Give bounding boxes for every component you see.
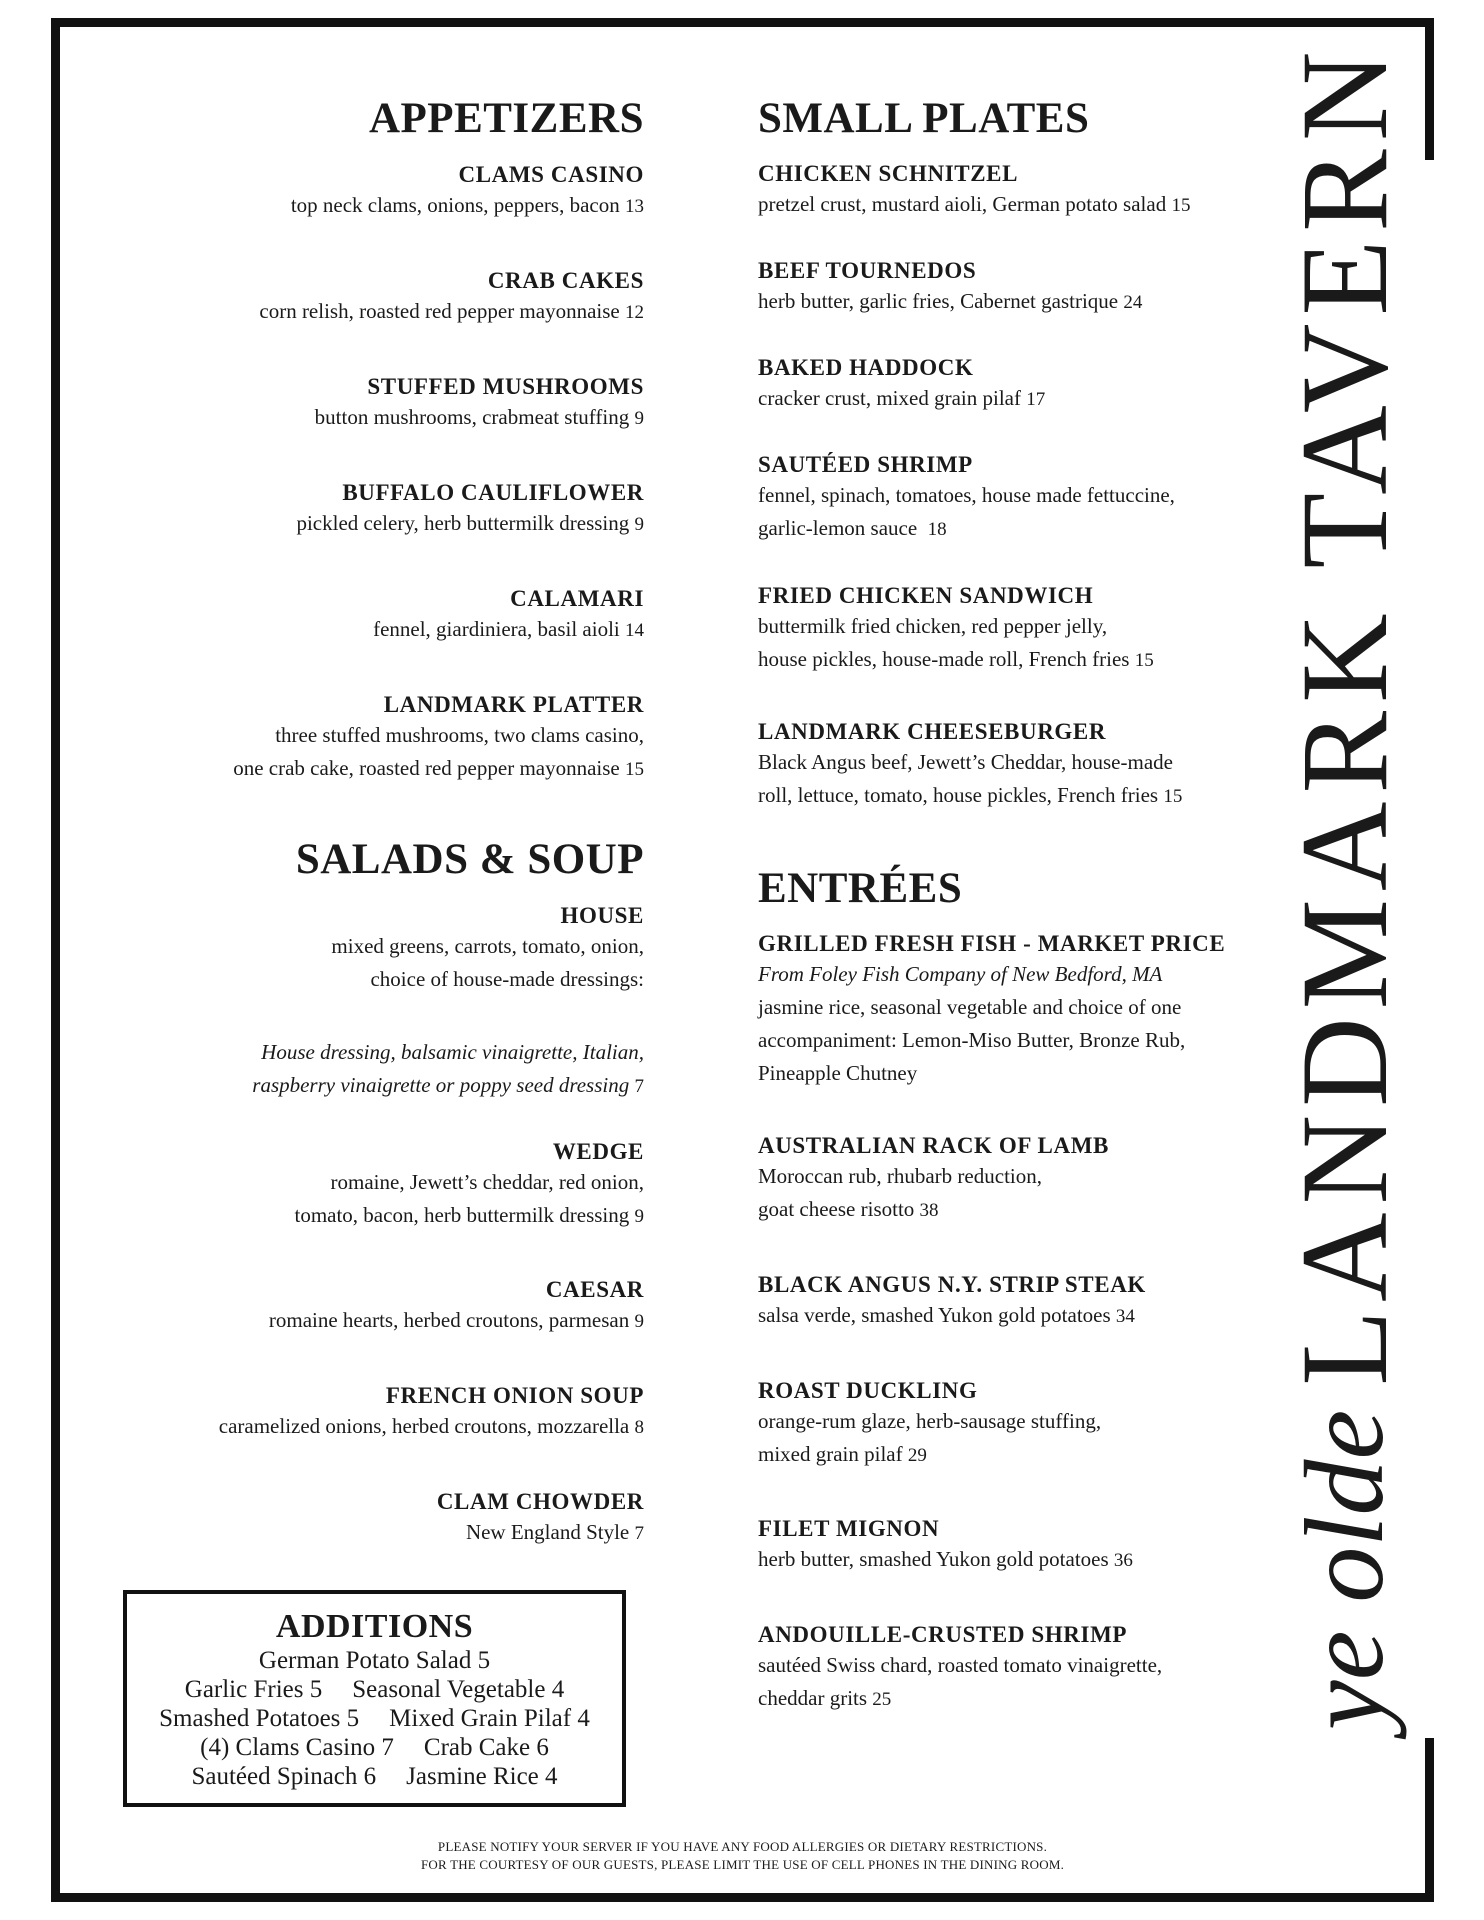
menu-item	[758, 1515, 1318, 1577]
item-price: 36	[1113, 1550, 1133, 1571]
appetizers-heading: APPETIZERS	[368, 95, 644, 142]
desc-line: cracker crust, mixed grain pilaf	[758, 386, 1021, 410]
item-price: 9	[634, 1206, 644, 1227]
menu-item	[758, 451, 1318, 546]
item-price: 9	[634, 408, 644, 429]
item-price: 15	[1171, 195, 1191, 216]
small-plates-section	[758, 95, 1318, 815]
item-description: Black Angus beef, Jewett’s Cheddar, house-made	[758, 750, 1173, 774]
item-name: LANDMARK PLATTER	[383, 692, 644, 717]
desc-line: goat cheese risotto	[758, 1197, 915, 1221]
footer-line: PLEASE NOTIFY YOUR SERVER IF YOU HAVE ANY FOOD ALLERGIES OR DIETARY RESTRICTIONS.	[437, 1839, 1048, 1854]
menu-item	[130, 1382, 644, 1444]
desc-line: one crab cake, roasted red pepper mayonnaise	[233, 756, 620, 780]
item-price: 12	[625, 302, 644, 323]
menu-item	[758, 718, 1318, 813]
addition-item: Smashed Potatoes 5	[159, 1705, 360, 1732]
item-name: BEEF TOURNEDOS	[758, 258, 977, 283]
additions-line	[127, 1762, 622, 1791]
desc-line: fennel, giardiniera, basil aioli	[373, 617, 620, 641]
item-description	[130, 1304, 644, 1338]
desc-line: salsa verde, smashed Yukon gold potatoes	[758, 1303, 1111, 1327]
brand-name: LANDMARK TAVERN	[1276, 43, 1413, 1386]
small-plates-heading: SMALL PLATES	[758, 95, 1090, 142]
addition-item: Seasonal Vegetable 4	[352, 1676, 565, 1703]
menu-item	[758, 1621, 1318, 1716]
item-price: 8	[634, 1417, 644, 1438]
addition-item: (4) Clams Casino 7	[200, 1734, 394, 1761]
item-description	[130, 1516, 644, 1550]
item-description: three stuffed mushrooms, two clams casino,	[275, 723, 644, 747]
menu-item	[130, 161, 644, 223]
menu-item	[130, 373, 644, 435]
item-description	[758, 1438, 1318, 1472]
item-description	[758, 1299, 1318, 1333]
footer-line: FOR THE COURTESY OF OUR GUESTS, PLEASE LIMIT THE USE OF CELL PHONES IN THE DINING ROOM.	[420, 1857, 1065, 1872]
appetizers-section	[130, 95, 644, 795]
item-description: romaine, Jewett’s cheddar, red onion,	[330, 1170, 644, 1194]
brand-script-text: ye olde	[1283, 1409, 1407, 1730]
item-name: BLACK ANGUS N.Y. STRIP STEAK	[758, 1272, 1146, 1297]
item-name: FILET MIGNON	[758, 1516, 940, 1541]
item-description	[130, 401, 644, 435]
item-description	[758, 643, 1318, 677]
item-name: FRENCH ONION SOUP	[385, 1383, 644, 1408]
item-description	[130, 189, 644, 223]
item-description	[758, 779, 1318, 813]
desc-line: herb butter, garlic fries, Cabernet gastrique	[758, 289, 1119, 313]
addition-item: Mixed Grain Pilaf 4	[389, 1705, 590, 1732]
item-price: 15	[1163, 786, 1183, 807]
additions-box	[123, 1590, 626, 1807]
item-description: jasmine rice, seasonal vegetable and choice of one	[758, 995, 1182, 1019]
dressing-note: House dressing, balsamic vinaigrette, Italian,	[261, 1040, 644, 1064]
item-source: From Foley Fish Company of New Bedford, MA	[758, 962, 1163, 986]
item-price: 7	[634, 1076, 644, 1097]
item-description	[758, 1682, 1318, 1716]
item-price: 15	[1134, 650, 1154, 671]
item-description	[130, 752, 644, 786]
brand-logo	[1270, 43, 1420, 1730]
addition-item: Jasmine Rice 4	[406, 1763, 558, 1790]
menu-item	[758, 354, 1318, 416]
item-description	[130, 507, 644, 541]
item-price: 38	[919, 1200, 939, 1221]
addition-item: Garlic Fries 5	[184, 1676, 323, 1703]
item-price: 24	[1123, 292, 1143, 313]
item-description	[130, 613, 644, 647]
item-name: CAESAR	[545, 1277, 644, 1302]
item-description: sautéed Swiss chard, roasted tomato vinaigrette,	[758, 1653, 1163, 1677]
frame-border-right-top	[1425, 18, 1434, 160]
menu-item	[758, 1271, 1318, 1333]
item-price: 9	[634, 514, 644, 535]
desc-line: top neck clams, onions, peppers, bacon	[290, 193, 620, 217]
menu-item	[758, 1377, 1318, 1472]
footer-notice	[60, 1838, 1425, 1874]
menu-item	[758, 582, 1318, 677]
desc-line: mixed grain pilaf	[758, 1442, 903, 1466]
dressing-note	[130, 1069, 644, 1103]
item-description: accompaniment: Lemon-Miso Butter, Bronze Rub,	[758, 1028, 1186, 1052]
menu-item	[130, 1276, 644, 1338]
item-name: LANDMARK CHEESEBURGER	[758, 719, 1107, 744]
desc-line: New England Style	[465, 1520, 630, 1544]
item-description	[130, 1199, 644, 1233]
menu-item	[758, 160, 1318, 222]
item-description	[758, 285, 1318, 319]
item-description	[758, 1543, 1318, 1577]
desc-line: pretzel crust, mustard aioli, German potato salad	[758, 192, 1167, 216]
item-description: orange-rum glaze, herb-sausage stuffing,	[758, 1409, 1102, 1433]
menu-item	[130, 1138, 644, 1233]
frame-border-bottom	[51, 1893, 1434, 1902]
item-description: Moroccan rub, rhubarb reduction,	[758, 1164, 1042, 1188]
item-price: 29	[907, 1445, 927, 1466]
item-name: BAKED HADDOCK	[758, 355, 974, 380]
item-name: BUFFALO CAULIFLOWER	[342, 480, 644, 505]
item-price: 25	[872, 1689, 892, 1710]
item-name: ROAST DUCKLING	[758, 1378, 978, 1403]
desc-line: herb butter, smashed Yukon gold potatoes	[758, 1547, 1109, 1571]
item-name: CRAB CAKES	[487, 268, 644, 293]
desc-line: garlic-lemon sauce	[758, 516, 918, 540]
menu-item	[758, 1132, 1318, 1227]
desc-line: roll, lettuce, tomato, house pickles, French fries	[758, 783, 1159, 807]
salads-heading: SALADS & SOUP	[295, 836, 644, 883]
item-name: HOUSE	[560, 903, 644, 928]
entrees-heading: ENTRÉES	[758, 865, 963, 912]
item-description	[758, 382, 1318, 416]
item-price: 18	[927, 519, 947, 540]
menu-item	[758, 257, 1318, 319]
additions-heading: ADDITIONS	[275, 1608, 474, 1645]
item-name: WEDGE	[552, 1139, 644, 1164]
menu-item	[130, 267, 644, 329]
item-price: 13	[625, 196, 644, 217]
item-description: buttermilk fried chicken, red pepper jelly,	[758, 614, 1108, 638]
item-description	[758, 1193, 1318, 1227]
item-price: 14	[625, 620, 644, 641]
menu-item	[130, 1488, 644, 1550]
item-name: CLAM CHOWDER	[436, 1489, 644, 1514]
item-description	[758, 188, 1318, 222]
item-name: AUSTRALIAN RACK OF LAMB	[758, 1133, 1109, 1158]
addition-item: German Potato Salad 5	[258, 1647, 491, 1674]
item-name: GRILLED FRESH FISH - MARKET PRICE	[758, 931, 1226, 956]
menu-item	[130, 479, 644, 541]
menu-item	[130, 691, 644, 786]
addition-item: Sautéed Spinach 6	[191, 1763, 377, 1790]
additions-line	[127, 1733, 622, 1762]
entrees-section	[758, 865, 1318, 1745]
item-name: SAUTÉED SHRIMP	[758, 452, 973, 477]
item-price: 34	[1115, 1306, 1135, 1327]
item-name: ANDOUILLE-CRUSTED SHRIMP	[758, 1622, 1128, 1647]
frame-border-top	[51, 18, 1434, 27]
salads-section	[130, 836, 644, 1556]
desc-line: caramelized onions, herbed croutons, mozzarella	[218, 1414, 630, 1438]
menu-item	[130, 585, 644, 647]
item-price: 7	[634, 1523, 644, 1544]
desc-line: cheddar grits	[758, 1686, 868, 1710]
item-price: 17	[1026, 389, 1046, 410]
item-name: CLAMS CASINO	[458, 162, 644, 187]
desc-line: romaine hearts, herbed croutons, parmesan	[268, 1308, 630, 1332]
item-name: FRIED CHICKEN SANDWICH	[758, 583, 1094, 608]
frame-border-right-bottom	[1425, 1738, 1434, 1902]
additions-line	[127, 1704, 622, 1733]
desc-line: raspberry vinaigrette or poppy seed dressing	[252, 1073, 630, 1097]
item-description	[758, 512, 1318, 546]
menu-item	[130, 902, 644, 1103]
item-name: CHICKEN SCHNITZEL	[758, 161, 1019, 186]
desc-line: house pickles, house-made roll, French fries	[758, 647, 1130, 671]
item-description	[130, 295, 644, 329]
desc-line: button mushrooms, crabmeat stuffing	[314, 405, 630, 429]
desc-line: tomato, bacon, herb buttermilk dressing	[294, 1203, 630, 1227]
item-description: choice of house-made dressings:	[370, 967, 644, 991]
item-name: CALAMARI	[510, 586, 644, 611]
desc-line: corn relish, roasted red pepper mayonnaise	[259, 299, 620, 323]
item-price: 9	[634, 1311, 644, 1332]
addition-item: Crab Cake 6	[423, 1734, 549, 1761]
frame-border-left	[51, 18, 60, 1902]
item-description: mixed greens, carrots, tomato, onion,	[331, 934, 644, 958]
item-description: fennel, spinach, tomatoes, house made fettuccine,	[758, 483, 1175, 507]
item-description: Pineapple Chutney	[758, 1061, 918, 1085]
item-description	[130, 1410, 644, 1444]
additions-line	[127, 1646, 622, 1675]
item-price: 15	[625, 759, 644, 780]
item-name: STUFFED MUSHROOMS	[367, 374, 644, 399]
menu-item	[758, 930, 1318, 1090]
desc-line: pickled celery, herb buttermilk dressing	[296, 511, 630, 535]
additions-line	[127, 1675, 622, 1704]
